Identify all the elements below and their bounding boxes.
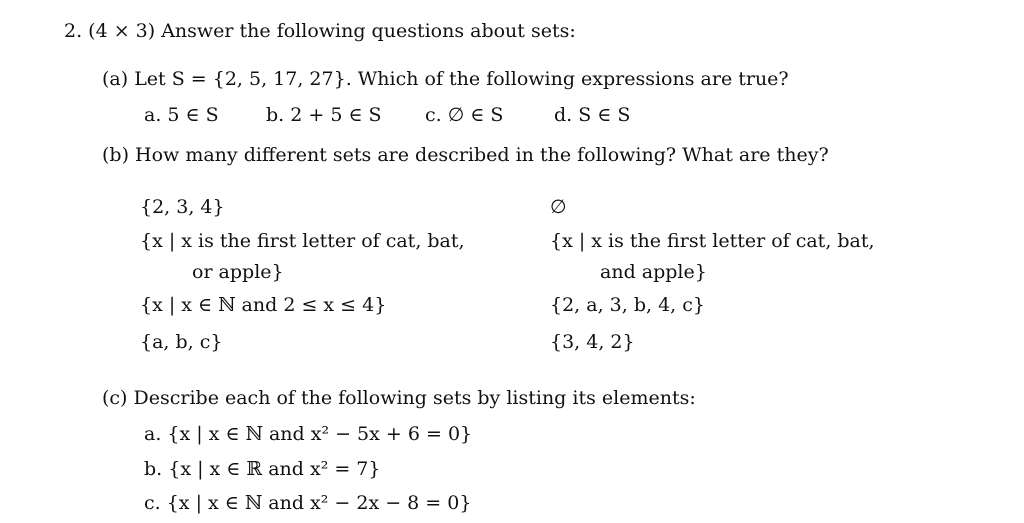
part-c-stem: (c) Describe each of the following sets by listing its elements:	[102, 387, 696, 409]
problem-header: 2. (4 × 3) Answer the following questions about sets:	[64, 20, 576, 42]
part-b-right-set-2-line-2: and apple}	[600, 261, 707, 283]
part-b-right-set-3: {2, a, 3, b, 4, c}	[550, 294, 705, 316]
part-b-stem: (b) How many different sets are described in the following? What are they?	[102, 144, 829, 166]
part-a-option-a: a. 5 ∈ S	[144, 104, 219, 126]
part-b-right-set-4: {3, 4, 2}	[550, 331, 635, 353]
part-b-left-set-1: {2, 3, 4}	[140, 196, 225, 218]
part-b-left-set-4: {a, b, c}	[140, 331, 223, 353]
part-a-option-c: c. ∅ ∈ S	[425, 104, 504, 126]
part-b-right-set-1: ∅	[550, 196, 567, 218]
part-a-stem: (a) Let S = {2, 5, 17, 27}. Which of the following expressions are true?	[102, 68, 789, 90]
part-c-item-a: a. {x | x ∈ ℕ and x² − 5x + 6 = 0}	[144, 423, 473, 445]
part-c-item-c: c. {x | x ∈ ℕ and x² − 2x − 8 = 0}	[144, 492, 472, 514]
part-b-right-set-2-line-1: {x | x is the first letter of cat, bat,	[550, 230, 875, 252]
part-b-left-set-2-line-1: {x | x is the first letter of cat, bat,	[140, 230, 465, 252]
part-a-option-d: d. S ∈ S	[554, 104, 631, 126]
part-b-left-set-3: {x | x ∈ ℕ and 2 ≤ x ≤ 4}	[140, 294, 387, 316]
part-c-item-b: b. {x | x ∈ ℝ and x² = 7}	[144, 458, 381, 480]
part-b-left-set-2-line-2: or apple}	[192, 261, 284, 283]
part-a-option-b: b. 2 + 5 ∈ S	[266, 104, 382, 126]
